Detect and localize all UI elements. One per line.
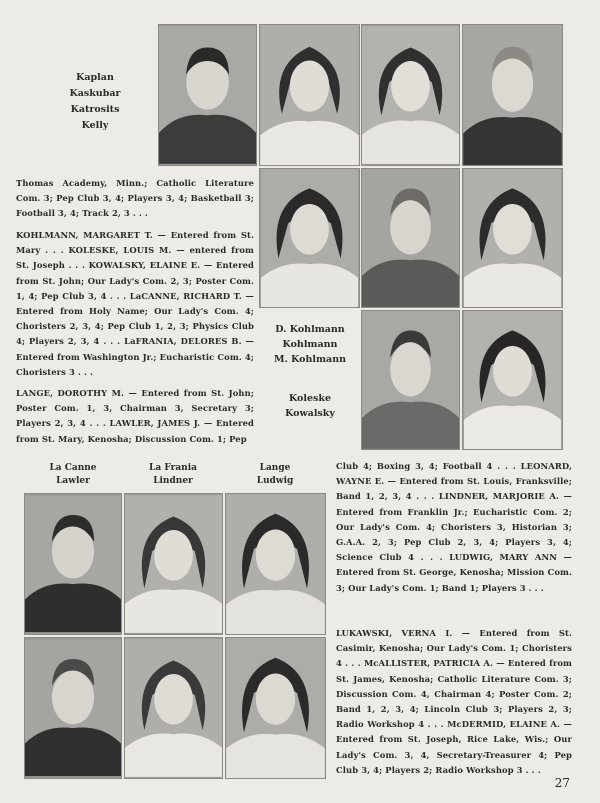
bio-text-right-lower: LUKAWSKI, VERNA I. — Entered from St. Casimir, Kenosha; Our Lady's Com. 1; Choristers 4 . . . McALLISTER, PATRICIA A. — Entered from St. James, Kenosha; Catholic Literature Com. 3; Discussion Com. 4, Chairman 4; Poster Com. 2; Band 1, 2, 3, 4; Lincoln Club 3; Players 2, 3; Radio Workshop 4 . . . McDERMID, ELAINE A. — Entered from St. Joseph, Rice Lake, Wis.; Our Lady's Com. 3, 4, Secretary-Treasurer 4; Pep Club 3, 4; Players 2; Radio Workshop 3 . . . [336, 628, 572, 775]
name-kaplan: Kaplan [76, 72, 114, 83]
portrait-photo [24, 493, 122, 635]
bio-text-left-middle: KOHLMANN, MARGARET T. — Entered from St. Mary . . . KOLESKE, LOUIS M. — entered from St. Joseph . . . KOWALSKY, ELAINE E. — Entered from St. John; Our Lady's Com. 2, 3; Poster Com. 1, 4; Pep Club 3, 4 . . . LaCANNE, RICHARD T. — Entered from Holy Name; Our Lady's Com. 4; Choristers 2, 3, 4; Pep Club 1, 2, 3; Physics Club 4; Players 2, 3, 4 . . . LaFRANIA, DELORES B. — Entered from Washington Jr.; Eucharistic Com. 4; Choristers 3 . . . [16, 230, 254, 377]
page-number: 27 [554, 776, 570, 790]
name-kohlmann: Kohlmann [282, 339, 338, 350]
portrait-photo [124, 493, 223, 635]
portrait-photo [24, 637, 122, 779]
portrait-photo [259, 168, 360, 308]
column-label-2: La Frania Lindner [149, 463, 197, 486]
portrait-photo [462, 168, 563, 308]
name-katrosits: Katrosits [70, 104, 120, 115]
column-label-3: Lange Ludwig [256, 463, 294, 486]
portrait-photo [462, 24, 563, 166]
portrait-photo [225, 637, 326, 779]
name-caption-kohlmann [265, 322, 355, 367]
portrait-photo [361, 24, 460, 166]
name-m-kohlmann: M. Kohlmann [273, 354, 347, 365]
name-kowalsky: Kowalsky [285, 408, 335, 419]
portrait-photo [462, 310, 563, 450]
name-d-kohlmann: D. Kohlmann [275, 324, 345, 335]
portrait-photo [361, 168, 460, 308]
name-caption-top-right [60, 70, 130, 134]
name-koleske: Koleske [288, 393, 331, 404]
name-caption-koleske [275, 391, 345, 421]
name-kaskubar: Kaskubar [69, 88, 121, 99]
bio-text-right-upper: Club 4; Boxing 3, 4; Football 4 . . . LEONARD, WAYNE E. — Entered from St. Louis, Franksville; Band 1, 2, 3, 4 . . . LINDNER, MARJORIE A. — Entered from Franklin Jr.; Eucharistic Com. 2; Our Lady's Com. 4; Choristers 3, Historian 3; G.A.A. 2, 3; Pep Club 2, 3, 4; Players 3, 4; Science Club 4 . . . LUDWIG, MARY ANN — Entered from St. George, Kenosha; Mission Com. 3; Our Lady's Com. 1; Band 1; Players 3 . . . [336, 461, 572, 593]
column-label-1: La Canne Lawler [49, 463, 97, 486]
bio-text-left-intro: Thomas Academy, Minn.; Catholic Literature Com. 3; Pep Club 3, 4; Players 3, 4; Basketball 3; Football 3, 4; Track 2, 3 . . . [16, 178, 254, 219]
portrait-photo [225, 493, 326, 635]
portrait-photo [124, 637, 223, 779]
name-kelly: Kelly [81, 120, 109, 131]
portrait-photo [158, 24, 257, 166]
bio-text-left-bottom: LANGE, DOROTHY M. — Entered from St. John; Poster Com. 1, 3, Chairman 3, Secretary 3; Players 2, 3, 4 . . . LAWLER, JAMES J. — Entered from St. Mary, Kenosha; Discussion Com. 1; Pep [16, 388, 254, 444]
portrait-photo [259, 24, 360, 166]
portrait-photo [361, 310, 460, 450]
